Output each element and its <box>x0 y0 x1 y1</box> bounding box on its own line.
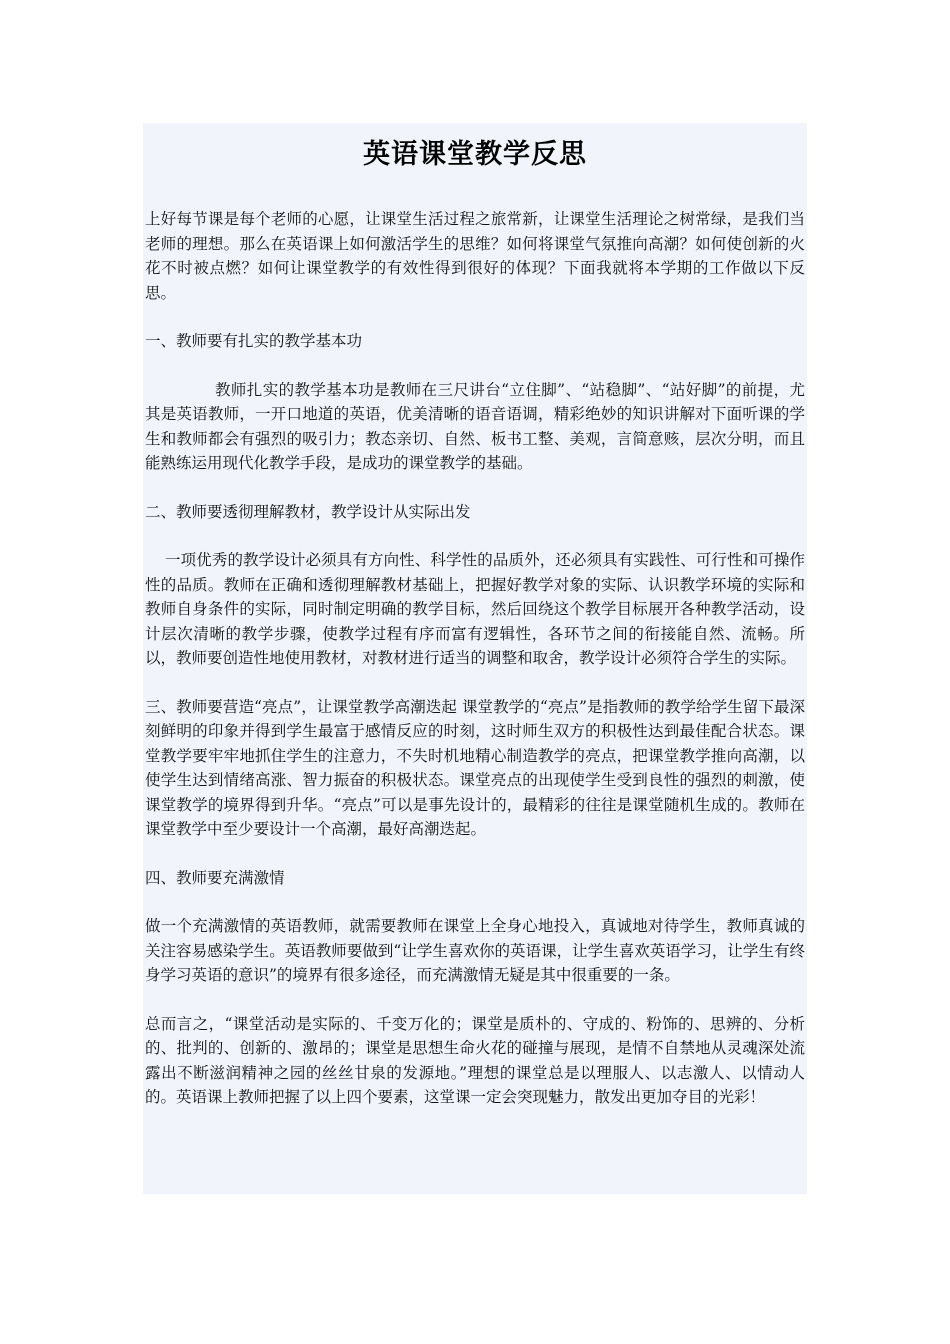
section-4-paragraph: 做一个充满激情的英语教师，就需要教师在课堂上全身心地投入，真诚地对待学生，教师真诚的关注容易感染学生。英语教师要做到“让学生喜欢你的英语课，让学生喜欢英语学习，让学生有终身学习英语的意识”的境界有很多途径，而充满激情无疑是其中很重要的一条。 <box>145 917 805 984</box>
document-title: 英语课堂教学反思 <box>363 139 587 170</box>
section-2-heading: 二、教师要透彻理解教材，教学设计从实际出发 <box>145 502 471 521</box>
section-1-paragraph: 教师扎实的教学基本功是教师在三尺讲台“立住脚”、“站稳脚”、“站好脚”的前提，尤其是英语教师，一开口地道的英语，优美清晰的语音语调，精彩绝妙的知识讲解对下面听课的学生和教师都会有强烈的吸引力；教态亲切、自然、板书工整、美观，言简意赅，层次分明，而且 能熟练运用现代化教学手段，是成功的课堂教学的基础。 <box>145 380 805 472</box>
section-1-heading: 一、教师要有扎实的教学基本功 <box>145 332 363 350</box>
conclusion-paragraph: 总而言之，“课堂活动是实际的、千变万化的；课堂是质朴的、守成的、粉饰的、思辨的、分析的、批判的、创新的、激昂的；课堂是思想生命火花的碰撞与展现，是情不自禁地从灵魂深处流露出不断滋润精神之园的丝丝甘泉的发源地。”理想的课堂总是以理服人、以志激人、以情动人的。英语课上教师把握了以上四个要素，这堂课一定会突现魅力，散发出更加夺目的光彩！ <box>145 1014 805 1106</box>
section-2-paragraph: 一项优秀的教学设计必须具有方向性、科学性的品质外，还必须具有实践性、可行性和可操作性的品质。教师在正确和透彻理解教材基础上，把握好教学对象的实际、认识教学环境的实际和教师自身条件的实际，同时制定明确的教学目标，然后回绕这个教学目标展开各种教学活动，设计层次清晰的教学步骤，使教学过程有序而富有逻辑性，各环节之间的衔接能自然、流畅。所以，教师要创造性地使用教材，对教材进行适当的调整和取舍，教学设计必须符合学生的实际。 <box>145 551 805 667</box>
document-page <box>143 123 807 1194</box>
section-3-paragraph: 三、教师要营造“亮点”，让课堂教学高潮迭起 课堂教学的“亮点”是指教师的教学给学生留下最深刻鲜明的印象并得到学生最富于感情反应的时刻，这时师生双方的积极性达到最佳配合状态。课堂教学要牢牢地抓住学生的注意力，不失时机地精心制造教学的亮点，把课堂教学推向高潮，以使学生达到情绪高涨、智力振奋的积极状态。课堂亮点的出现使学生受到良性的强烈的刺激，使课堂教学的境界得到升华。“亮点”可以是事先设计的，最精彩的往往是课堂随机生成的。教师在课堂教学中至少要设计一个高潮，最好高潮迭起。 <box>145 697 805 838</box>
document-body <box>145 207 805 1110</box>
section-4-heading: 四、教师要充满激情 <box>145 868 285 887</box>
intro-paragraph: 上好每节课是每个老师的心愿，让课堂生活过程之旅常新，让课堂生活理论之树常绿，是我们当老师的理想。那么在英语课上如何激活学生的思维？如何将课堂气氛推向高潮？如何使创新的火花不时被点燃？如何让课堂教学的有效性得到很好的体现？下面我就将本学期的工作做以下反思。 <box>145 210 805 302</box>
